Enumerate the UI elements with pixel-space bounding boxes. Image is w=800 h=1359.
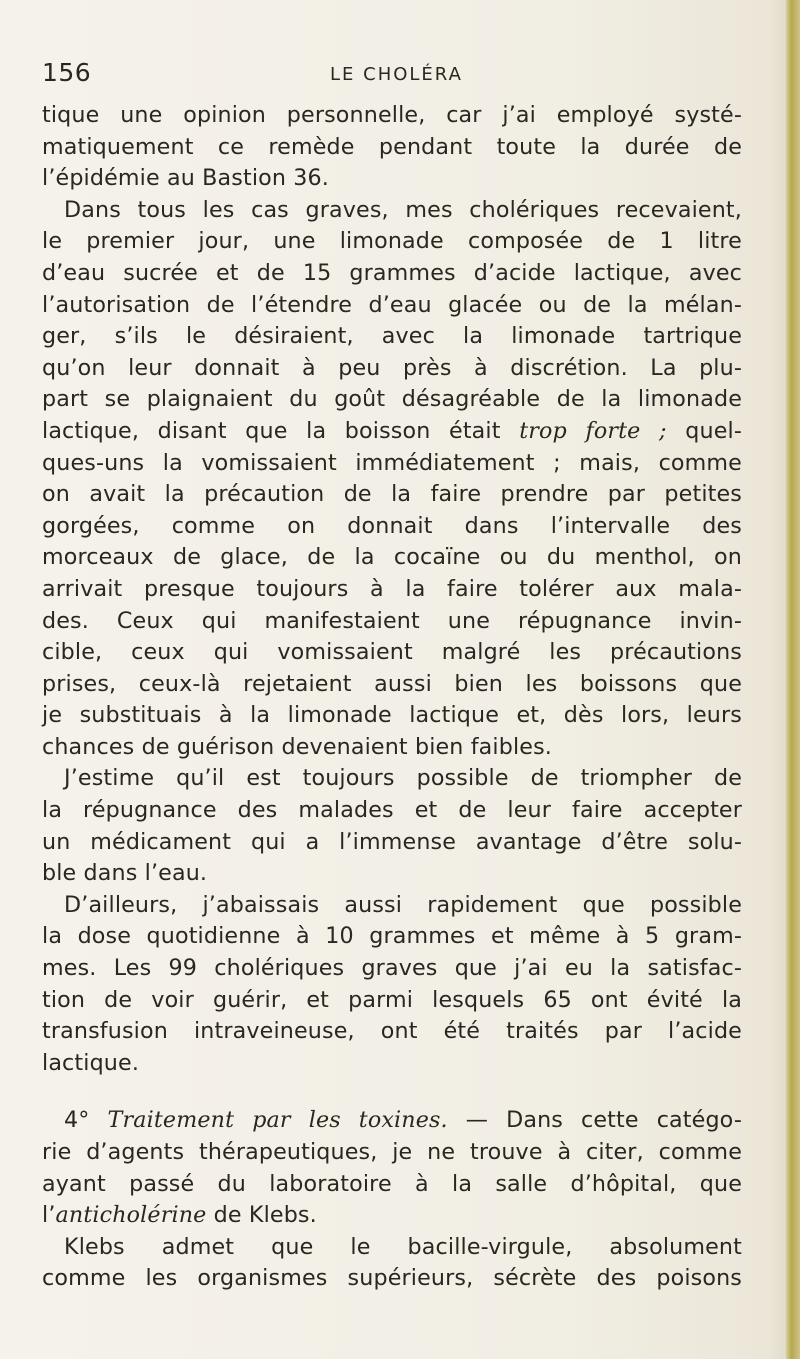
text-line: prises, ceux-là rejetaient aussi bien les boissons que xyxy=(42,670,742,697)
text-line: ques-uns la vomissaient immédiatement ; mais, comme xyxy=(42,449,742,476)
text-line: arrivait presque toujours à la faire tolérer aux mala- xyxy=(42,575,742,602)
text-line: comme les organismes supérieurs, sécrète des poisons xyxy=(42,1265,742,1292)
text-line xyxy=(42,416,742,448)
text-line: un médicament qui a l’immense avantage d’être solu- xyxy=(42,828,742,855)
body-text xyxy=(42,100,742,1295)
line-text: de Klebs. xyxy=(206,1202,317,1229)
text-line: ger, s’ils le désiraient, avec la limonade tartrique xyxy=(42,323,742,350)
text-line: gorgées, comme on donnait dans l’intervalle des xyxy=(42,512,742,539)
text-line: lactique. xyxy=(42,1049,140,1076)
text-line: tion de voir guérir, et parmi lesquels 65 ont évité la xyxy=(42,986,742,1013)
text-line: transfusion intraveineuse, ont été traités par l’acide xyxy=(42,1018,742,1045)
text-line: je substituais à la limonade lactique et, dès lors, leurs xyxy=(42,702,742,729)
text-line: ayant passé du laboratoire à la salle d’hôpital, que xyxy=(42,1170,742,1197)
text-line: J’estime qu’il est toujours possible de triompher de xyxy=(64,765,742,792)
text-line: on avait la précaution de la faire prendre par petites xyxy=(42,481,742,508)
text-line: Dans tous les cas graves, mes cholériques recevaient, xyxy=(64,196,742,223)
line-text: — Dans cette catégo- xyxy=(447,1107,742,1134)
page-edge xyxy=(786,0,800,1359)
text-line: d’eau sucrée et de 15 grammes d’acide lactique, avec xyxy=(42,259,742,286)
text-line: chances de guérison devenaient bien faibles. xyxy=(42,733,553,760)
text-line: mes. Les 99 cholériques graves que j’ai eu la satisfac- xyxy=(42,955,742,982)
text-line: le premier jour, une limonade composée de 1 litre xyxy=(42,228,742,255)
text-line: cible, ceux qui vomissaient malgré les précautions xyxy=(42,639,742,666)
text-line: rie d’agents thérapeutiques, je ne trouve à citer, comme xyxy=(42,1139,742,1165)
italic-text: anticholérine xyxy=(55,1202,207,1229)
text-line: ble dans l’eau. xyxy=(42,860,208,887)
text-line: part se plaignaient du goût désagréable de la limonade xyxy=(42,386,742,413)
text-line: morceaux de glace, de la cocaïne ou du menthol, on xyxy=(42,544,742,571)
line-text: lactique, disant que la boisson était xyxy=(42,417,520,444)
italic-text: Traitement par les toxines. xyxy=(107,1107,448,1134)
text-line: D’ailleurs, j’abaissais aussi rapidement que possible xyxy=(64,891,742,918)
text-line: la dose quotidienne à 10 grammes et même à 5 gram- xyxy=(42,923,742,950)
text-line: matiquement ce remède pendant toute la durée de xyxy=(42,133,742,160)
text-line xyxy=(42,1105,742,1137)
text-line: des. Ceux qui manifestaient une répugnance invin- xyxy=(42,607,742,634)
text-line: la répugnance des malades et de leur faire accepter xyxy=(42,797,742,824)
italic-text: trop forte ; xyxy=(519,417,667,444)
text-line: l’épidémie au Bastion 36. xyxy=(42,165,330,192)
text-line: tique une opinion personnelle, car j’ai employé systé- xyxy=(42,102,742,128)
text-line: l’autorisation de l’étendre d’eau glacée ou de la mélan- xyxy=(42,291,742,318)
line-text: 4° xyxy=(64,1107,108,1134)
text-line: qu’on leur donnait à peu près à discrétion. La plu- xyxy=(42,354,742,381)
text-line xyxy=(42,1200,742,1232)
paragraph-gap xyxy=(42,1079,742,1105)
line-text: quel- xyxy=(666,417,742,444)
page-number: 156 xyxy=(42,58,92,87)
text-line: Klebs admet que le bacille-virgule, absolument xyxy=(64,1233,742,1260)
line-text: l’ xyxy=(42,1202,56,1229)
running-title: LE CHOLÉRA xyxy=(330,64,463,85)
